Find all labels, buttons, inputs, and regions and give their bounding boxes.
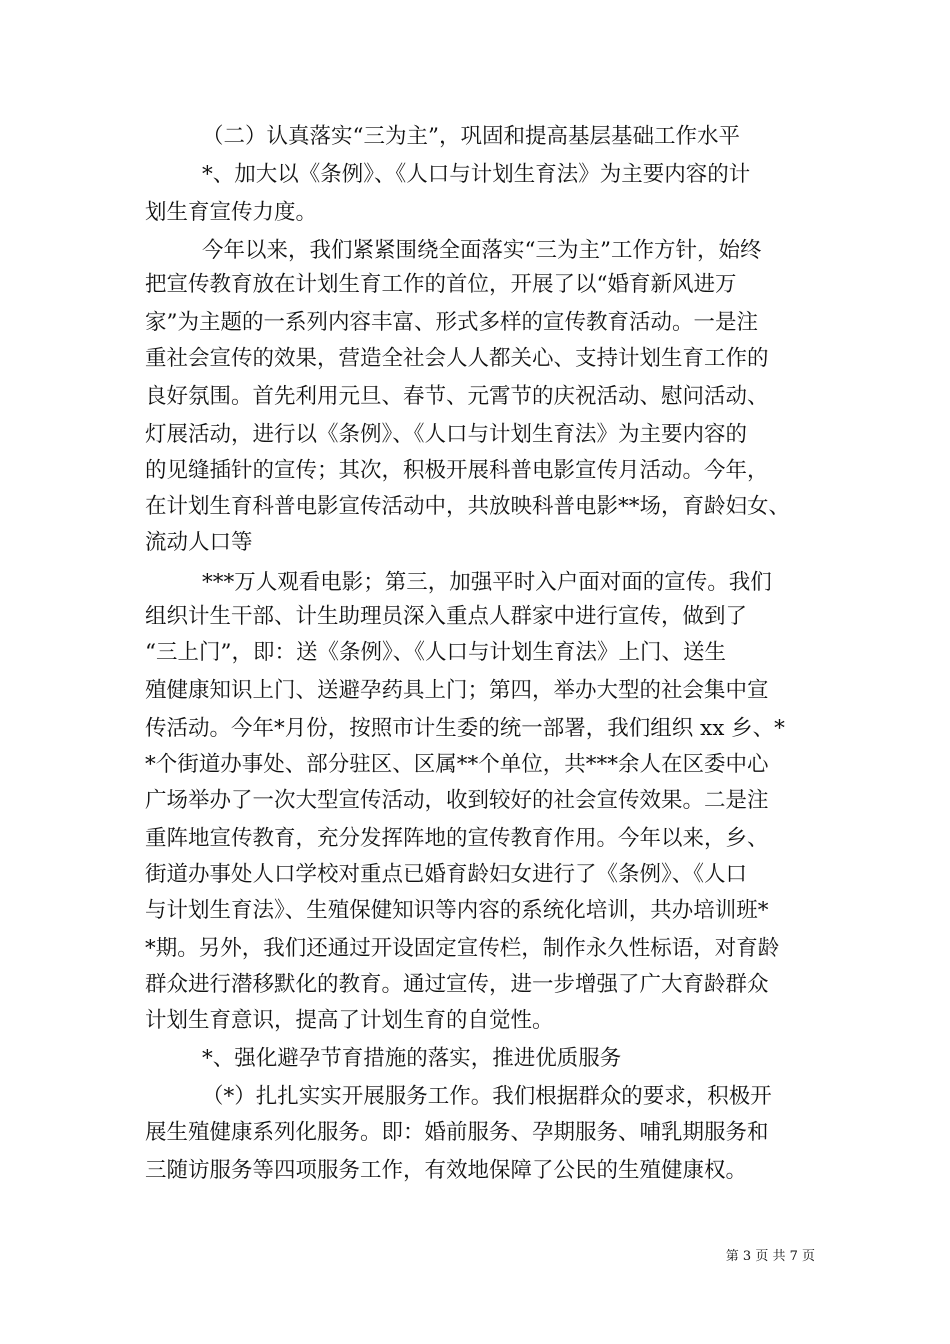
- paragraph-line: *、加大以《条例》、《人口与计划生育法》为主要内容的计: [202, 162, 751, 187]
- paragraph-line: 街道办事处人口学校对重点已婚育龄妇女进行了《条例》、《人口: [145, 862, 748, 887]
- section-heading: （二）认真落实“三为主”，巩固和提高基层基础工作水平: [202, 124, 740, 149]
- paragraph-line: 流动人口等: [145, 530, 253, 555]
- paragraph-line: 的见缝插针的宣传；其次，积极开展科普电影宣传月活动。今年，: [145, 458, 769, 483]
- paragraph-line: 组织计生干部、计生助理员深入重点人群家中进行宣传，做到了: [145, 604, 748, 629]
- paragraph-line: （*）扎扎实实开展服务工作。我们根据群众的要求，积极开: [202, 1084, 772, 1109]
- paragraph-line: *个街道办事处、部分驻区、区属**个单位，共***余人在区委中心: [145, 752, 769, 777]
- paragraph-line: *期。另外，我们还通过开设固定宣传栏，制作永久性标语，对育龄: [145, 936, 780, 961]
- paragraph-line: ***万人观看电影；第三，加强平时入户面对面的宣传。我们: [202, 570, 772, 595]
- paragraph-line: “三上门”，即：送《条例》、《人口与计划生育法》上门、送生: [145, 640, 726, 665]
- paragraph-line: 把宣传教育放在计划生育工作的首位，开展了以“婚育新风进万: [145, 272, 737, 297]
- paragraph-line: 群众进行潜移默化的教育。通过宣传，进一步增强了广大育龄群众: [145, 972, 769, 997]
- paragraph-line: 在计划生育科普电影宣传活动中，共放映科普电影**场，育龄妇女、: [145, 494, 791, 519]
- paragraph-line: 三随访服务等四项服务工作，有效地保障了公民的生殖健康权。: [145, 1158, 748, 1183]
- paragraph-line: 重阵地宣传教育，充分发挥阵地的宣传教育作用。今年以来，乡、: [145, 826, 769, 851]
- paragraph-line: 家”为主题的一系列内容丰富、形式多样的宣传教育活动。一是注: [145, 310, 758, 335]
- paragraph-line: 计划生育意识，提高了计划生育的自觉性。: [145, 1008, 554, 1033]
- paragraph-line: 传活动。今年*月份，按照市计生委的统一部署，我们组织 xx 乡、*: [145, 716, 785, 741]
- paragraph-line: 重社会宣传的效果，营造全社会人人都关心、支持计划生育工作的: [145, 346, 769, 371]
- page-number: 第 3 页 共 7 页: [725, 1249, 815, 1264]
- paragraph-line: 展生殖健康系列化服务。即：婚前服务、孕期服务、哺乳期服务和: [145, 1120, 769, 1145]
- section-subheading: *、强化避孕节育措施的落实，推进优质服务: [202, 1046, 622, 1071]
- paragraph-line: 灯展活动，进行以《条例》、《人口与计划生育法》为主要内容的: [145, 422, 748, 447]
- paragraph-line: 殖健康知识上门、送避孕药具上门；第四，举办大型的社会集中宣: [145, 678, 769, 703]
- paragraph-line: 广场举办了一次大型宣传活动，收到较好的社会宣传效果。二是注: [145, 788, 769, 813]
- paragraph-line: 划生育宣传力度。: [145, 200, 318, 225]
- paragraph-line: 良好氛围。首先利用元旦、春节、元霄节的庆祝活动、慰问活动、: [145, 384, 769, 409]
- paragraph-line: 今年以来，我们紧紧围绕全面落实“三为主”工作方针，始终: [202, 238, 762, 263]
- paragraph-line: 与计划生育法》、生殖保健知识等内容的系统化培训，共办培训班*: [145, 898, 769, 923]
